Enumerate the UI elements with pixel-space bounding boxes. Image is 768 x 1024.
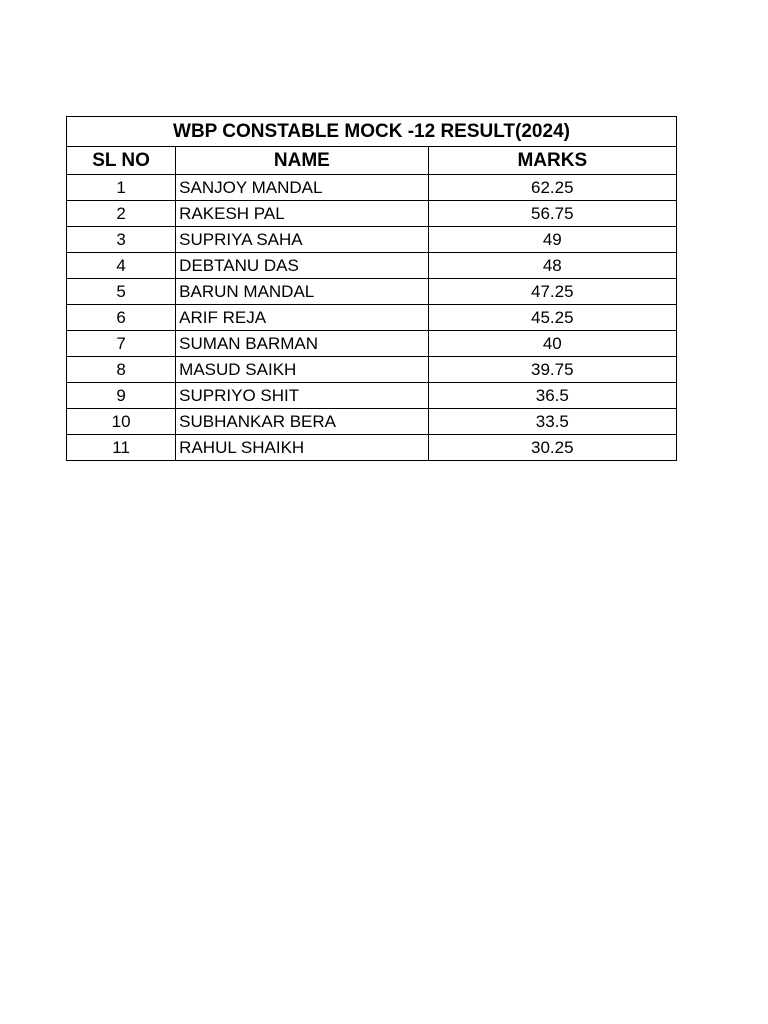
- table-row: [67, 383, 677, 409]
- table-title: WBP CONSTABLE MOCK -12 RESULT(2024): [67, 117, 677, 147]
- name-cell: SUPRIYO SHIT: [176, 383, 428, 409]
- title-row: [67, 117, 677, 147]
- table-row: [67, 357, 677, 383]
- marks-cell: 36.5: [428, 383, 676, 409]
- sl-no-cell: 10: [67, 409, 176, 435]
- table-row: [67, 409, 677, 435]
- header-sl-no: SL NO: [67, 147, 176, 175]
- marks-cell: 48: [428, 253, 676, 279]
- marks-cell: 56.75: [428, 201, 676, 227]
- name-cell: BARUN MANDAL: [176, 279, 428, 305]
- table-row: [67, 227, 677, 253]
- marks-cell: 45.25: [428, 305, 676, 331]
- marks-cell: 62.25: [428, 175, 676, 201]
- header-row: [67, 147, 677, 175]
- sl-no-cell: 6: [67, 305, 176, 331]
- name-cell: MASUD SAIKH: [176, 357, 428, 383]
- sl-no-cell: 4: [67, 253, 176, 279]
- header-marks: MARKS: [428, 147, 676, 175]
- marks-cell: 49: [428, 227, 676, 253]
- name-cell: SANJOY MANDAL: [176, 175, 428, 201]
- name-cell: RAKESH PAL: [176, 201, 428, 227]
- sl-no-cell: 7: [67, 331, 176, 357]
- name-cell: DEBTANU DAS: [176, 253, 428, 279]
- sl-no-cell: 3: [67, 227, 176, 253]
- name-cell: RAHUL SHAIKH: [176, 435, 428, 461]
- name-cell: SUMAN BARMAN: [176, 331, 428, 357]
- table-row: [67, 279, 677, 305]
- table-row: [67, 331, 677, 357]
- marks-cell: 39.75: [428, 357, 676, 383]
- sl-no-cell: 1: [67, 175, 176, 201]
- table-row: [67, 201, 677, 227]
- marks-cell: 33.5: [428, 409, 676, 435]
- table-row: [67, 253, 677, 279]
- name-cell: ARIF REJA: [176, 305, 428, 331]
- table-row: [67, 175, 677, 201]
- sl-no-cell: 8: [67, 357, 176, 383]
- sl-no-cell: 9: [67, 383, 176, 409]
- result-table: [66, 116, 677, 461]
- sl-no-cell: 11: [67, 435, 176, 461]
- table-row: [67, 435, 677, 461]
- name-cell: SUBHANKAR BERA: [176, 409, 428, 435]
- table-row: [67, 305, 677, 331]
- header-name: NAME: [176, 147, 428, 175]
- sl-no-cell: 2: [67, 201, 176, 227]
- marks-cell: 47.25: [428, 279, 676, 305]
- sl-no-cell: 5: [67, 279, 176, 305]
- name-cell: SUPRIYA SAHA: [176, 227, 428, 253]
- marks-cell: 30.25: [428, 435, 676, 461]
- marks-cell: 40: [428, 331, 676, 357]
